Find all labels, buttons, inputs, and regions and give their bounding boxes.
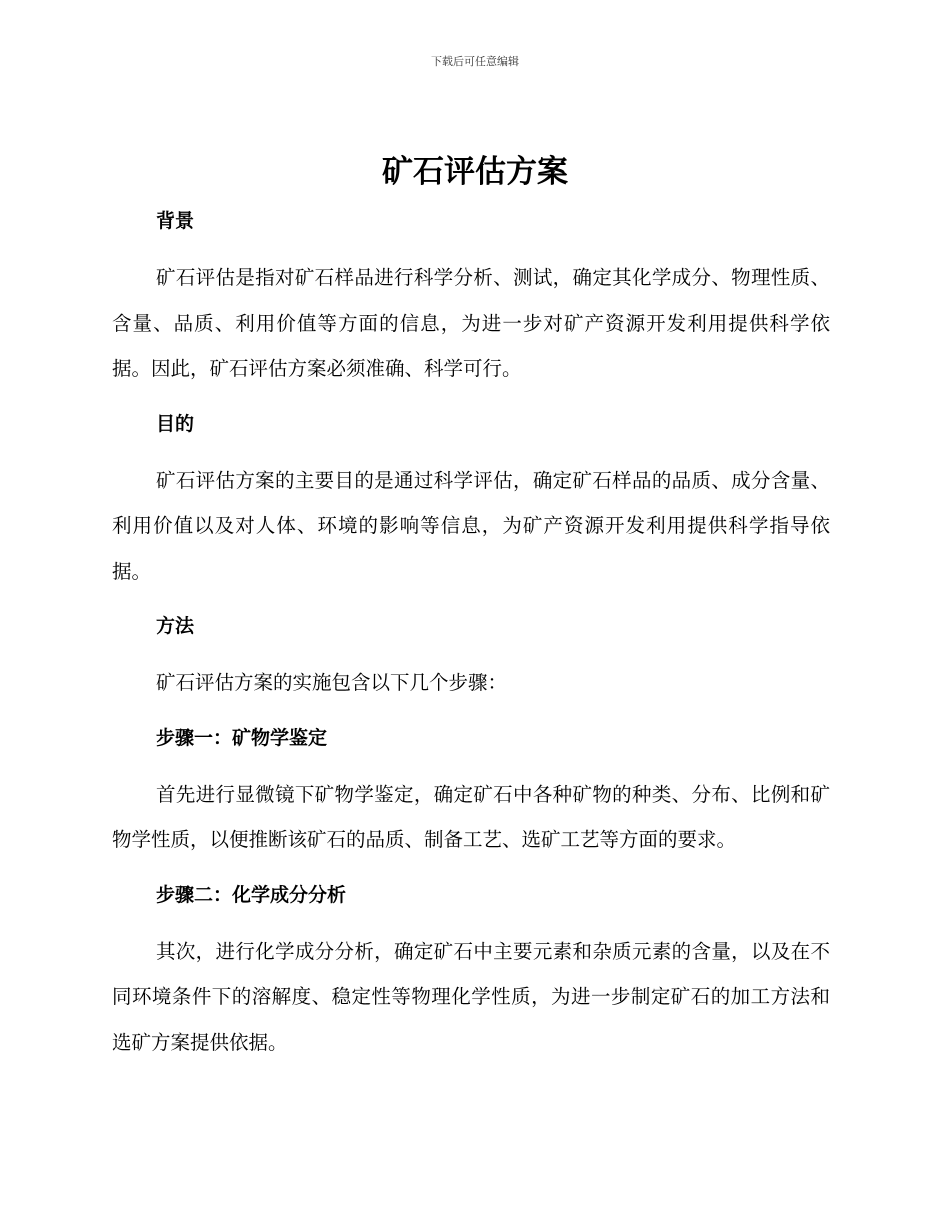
section-heading-step-one: 步骤一：矿物学鉴定 <box>156 726 328 749</box>
document-title: 矿石评估方案 <box>382 154 568 190</box>
section-heading-method: 方法 <box>156 615 195 637</box>
section-heading-purpose: 目的 <box>156 412 195 435</box>
paragraph-background: 矿石评估是指对矿石样品进行科学分析、测试，确定其化学成分、物理性质、含量、品质、利用价值等方面的信息，为进一步对矿产资源开发利用提供科学依据。因此，矿石评估方案必须准确、科学可行。 <box>112 266 830 380</box>
paragraph-method: 矿石评估方案的实施包含以下几个步骤： <box>156 671 508 694</box>
paragraph-step-one: 首先进行显微镜下矿物学鉴定，确定矿石中各种矿物的种类、分布、比例和矿物学性质，以便推断该矿石的品质、制备工艺、选矿工艺等方面的要求。 <box>112 782 830 851</box>
header-note: 下载后可任意编辑 <box>431 55 519 68</box>
document-body <box>112 205 830 1065</box>
section-heading-background: 背景 <box>156 210 195 232</box>
section-heading-step-two: 步骤二：化学成分分析 <box>156 883 347 906</box>
paragraph-purpose: 矿石评估方案的主要目的是通过科学评估，确定矿石样品的品质、成分含量、利用价值以及对人体、环境的影响等信息，为矿产资源开发利用提供科学指导依据。 <box>112 468 830 583</box>
paragraph-step-two: 其次，进行化学成分分析，确定矿石中主要元素和杂质元素的含量，以及在不同环境条件下的溶解度、稳定性等物理化学性质，为进一步制定矿石的加工方法和选矿方案提供依据。 <box>112 939 830 1054</box>
